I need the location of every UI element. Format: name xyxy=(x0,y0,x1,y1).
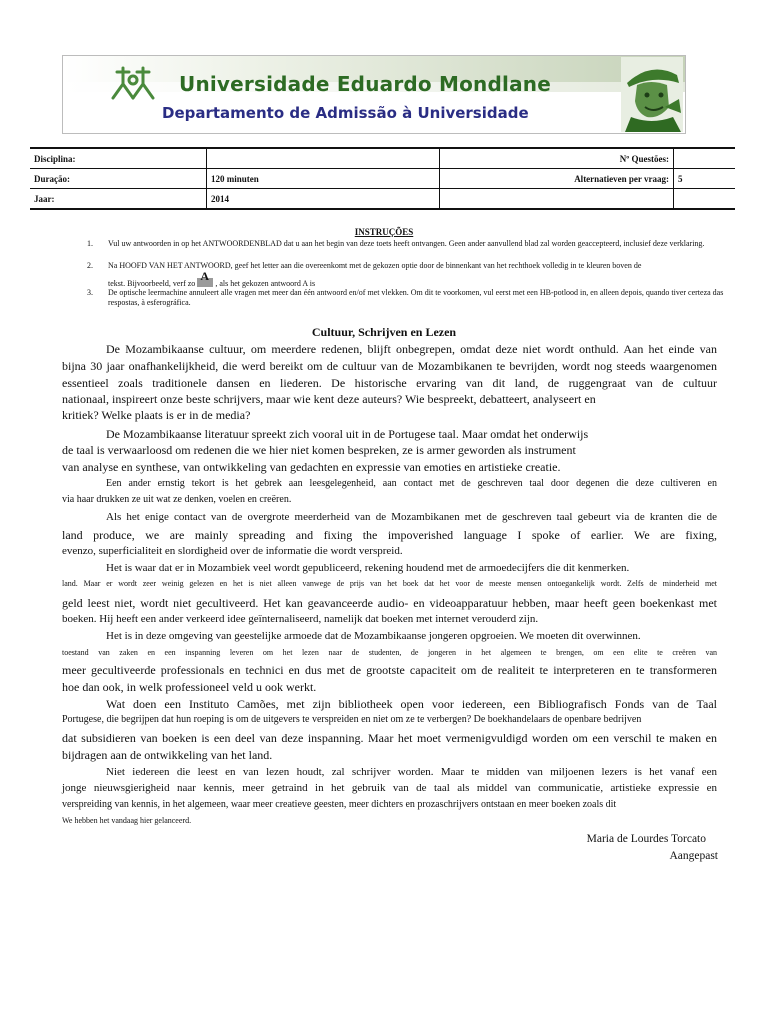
essay-line: dat subsidieren van boeken is een deel van deze inspanning. Maar het moet vermenigvuldigd worden om een verschil te maken en xyxy=(62,731,717,745)
uem-logo-icon xyxy=(109,62,157,102)
exam-info-table xyxy=(30,147,735,210)
alternativen-value: 5 xyxy=(674,169,736,189)
shaded-answer-box-icon xyxy=(197,269,213,287)
empty-cell xyxy=(440,189,674,210)
duracao-value: 120 minuten xyxy=(207,169,440,189)
jaar-value: 2014 xyxy=(207,189,440,210)
disciplina-value xyxy=(207,148,440,169)
essay-line: boeken. Hij heeft een ander verkeerd idee geïnternaliseerd, namelijk dat boeken met internet verouderd zijn. xyxy=(62,613,539,625)
department-name: Departamento de Admissão à Universidade xyxy=(162,104,529,122)
essay-line: Portugese, die begrijpen dat hun roeping is om de uitgevers te verspreiden en niet om ze te verbergen? De boekhandelaars de openbare bedrijven xyxy=(62,714,642,725)
instruction-item xyxy=(87,288,727,308)
essay-line: land. Maar er wordt zeer weinig gelezen en het is niet alleen vanwege de prijs van het boek dat het voor de meeste mensen ontoegankelijk wordt. Zelfs de minderheid met xyxy=(62,579,717,588)
instructions-title: INSTRUÇÕES xyxy=(354,227,414,237)
questoes-value xyxy=(674,148,736,169)
essay-line: De Mozambikaanse literatuur spreekt zich vooral uit in de Portugese taal. Maar omdat het onderwijs xyxy=(106,427,589,441)
essay-line: nationaal, inspireert onze beste schrijvers, maar wie kent deze auteurs? Wie bespreekt, debatteert, analyseert en xyxy=(62,392,596,406)
instruction-item xyxy=(87,261,727,289)
instruction-item xyxy=(87,239,727,249)
university-name: Universidade Eduardo Mondlane xyxy=(179,72,551,96)
essay-line: van analyse en synthese, van ontwikkeling van gedachten en expressie van emoties en artistieke creatie. xyxy=(62,460,561,474)
questoes-label: Nº Questões: xyxy=(440,148,674,169)
info-row-disciplina xyxy=(30,148,735,169)
essay-author: Maria de Lourdes Torcato xyxy=(586,833,706,845)
essay-line: Een ander ernstig tekort is het gebrek aan leesgelegenheid, aan contact met de geschreven taal door degenen die deze cultiveren en xyxy=(106,478,717,489)
essay-line: Niet iedereen die leest en van lezen houdt, zal schrijver worden. Maar te midden van miljoenen lezers is het vanaf een xyxy=(106,766,717,778)
essay-line: Het is in deze omgeving van geestelijke armoede dat de Mozambikaanse jongeren opgroeien. We moeten dit overwinnen. xyxy=(106,630,641,642)
essay-line: Wat doen een Instituto Camões, met zijn bibliotheek open voor iedereen, een Bibliografisch Fonds van de Taal xyxy=(106,697,717,711)
essay-line: evenzo, superficialiteit en slordigheid over de informatie die wordt verspreid. xyxy=(62,545,403,557)
essay-line: de taal is verwaarloosd om redenen die we hier niet komen bespreken, ze is armer geworden als instrument xyxy=(62,443,576,457)
essay-line: via haar drukken ze uit wat ze denken, voelen en creëren. xyxy=(62,494,292,505)
header-banner xyxy=(62,55,686,134)
essay-line: kritiek? Welke plaats is er in de media? xyxy=(62,408,251,422)
instruction-number: 2. xyxy=(87,261,93,270)
essay-line: bijdragen aan de ontwikkeling van het land. xyxy=(62,748,273,762)
instruction-number: 3. xyxy=(87,288,93,297)
essay-line: We hebben het vandaag hier gelanceerd. xyxy=(62,816,192,825)
essay-line: jonge nieuwsgierigheid naar kennis, meer getraind in het gebruik van de taal als middel van communicatie, artistieke expressie en xyxy=(62,782,717,794)
essay-line: meer gecultiveerde professionals en technici en dus met de grootste capaciteit om de realiteit te interpreteren en te transformeren xyxy=(62,663,717,677)
instruction-example-post: , als het gekozen antwoord A is xyxy=(215,279,316,288)
essay-line: essentieel zoals traditionele dansen en liederen. De historische ervaring van dit land, de ruggengraat van de cultuur xyxy=(62,376,717,390)
essay-line: geld leest niet, wordt niet gecultiveerd. Het kan geavanceerde audio- en videoapparatuur hebben, maar heeft geen boekenkast met xyxy=(62,596,717,610)
essay-line: Als het enige contact van de overgrote meerderheid van de Mozambikanen met de geschreven taal gebeurt via de kranten die de xyxy=(106,511,717,523)
empty-cell xyxy=(674,189,736,210)
essay-line: toestand van zaken en een inspanning leveren om het lezen naar de studenten, de jongeren in het algemeen te brengen, om een elite te creëren van xyxy=(62,648,717,657)
instruction-text: De optische leermachine annuleert alle vragen met meer dan één antwoord en/of met vlekken. Om dit te voorkomen, vul eerst met een HB-potlood in, en alleen depois, quando tiver certeza das respostas, à esferográfica. xyxy=(108,288,724,307)
example-letter: A xyxy=(200,269,209,283)
alternativen-label: Alternatieven per vraag: xyxy=(440,169,674,189)
jaar-label: Jaar: xyxy=(30,189,207,210)
info-row-jaar xyxy=(30,189,735,210)
info-row-duracao xyxy=(30,169,735,189)
instruction-text: Vul uw antwoorden in op het ANTWOORDENBLAD dat u aan het begin van deze toets heeft ontvangen. Geen ander aanvullend blad zal worden geaccepteerd, inclusief deze verklaring. xyxy=(108,239,705,248)
essay-adapted-note: Aangepast xyxy=(669,850,718,862)
essay-title: Cultuur, Schrijven en Lezen xyxy=(311,325,457,339)
portrait-icon xyxy=(621,57,683,132)
essay-line: land produce, we are mainly spreading and fixing the impoverished language I spoke of earlier. We are fixing, xyxy=(62,528,717,542)
essay-line: verspreiding van kennis, in het algemeen, waar meer creatieve geesten, meer dichters en prozaschrijvers ontstaan en meer boeken zoals dit xyxy=(62,799,617,810)
essay-line: Het is waar dat er in Mozambiek veel wordt gepubliceerd, rekening houdend met de armoedecijfers die dit kenmerken. xyxy=(106,562,630,574)
instruction-number: 1. xyxy=(87,239,93,248)
instruction-text: Na HOOFD VAN HET ANTWOORD, geef het letter aan die overeenkomt met de gekozen optie door de binnenkant van het rechthoek volledig in te kleuren boven de xyxy=(108,261,642,270)
essay-line: De Mozambikaanse cultuur, om meerdere redenen, blijft onbegrepen, omdat deze niet wordt onthuld. Aan het einde van xyxy=(106,342,717,356)
duracao-label: Duração: xyxy=(30,169,207,189)
disciplina-label: Disciplina: xyxy=(30,148,207,169)
essay-line: hoe dan ook, in welk professioneel veld u ook werkt. xyxy=(62,680,317,694)
essay-line: bijna 30 jaar onafhankelijkheid, die werd bereikt om de cultuur van de Mozambikanen te bevrijden, wordt nog steeds waargenomen xyxy=(62,359,717,373)
instruction-example-pre: tekst. Bijvoorbeeld, verf zo xyxy=(108,279,196,288)
